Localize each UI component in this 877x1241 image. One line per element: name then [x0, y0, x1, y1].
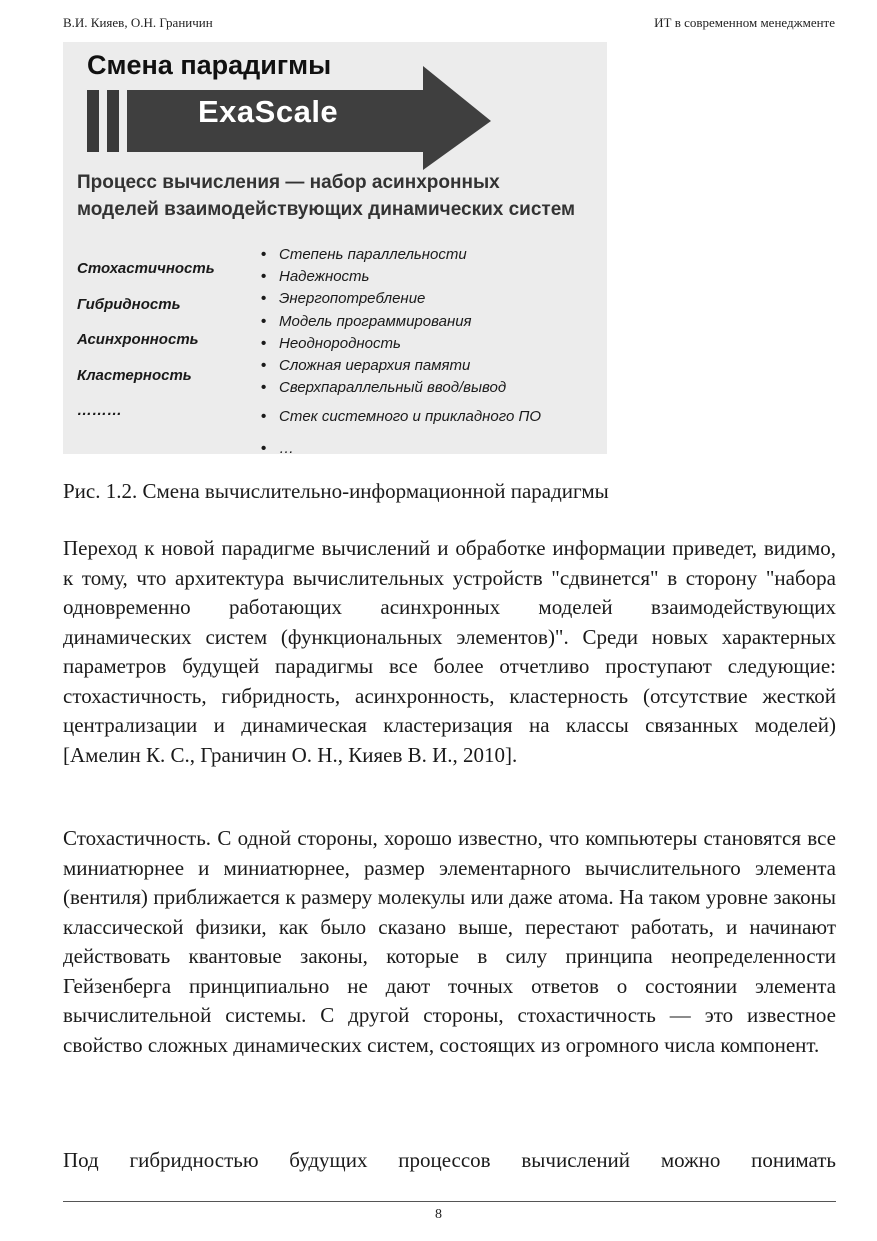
parameter-item: • Стек системного и прикладного ПО: [259, 408, 541, 430]
property-item: Кластерность: [77, 366, 192, 384]
parameter-item: • Модель программирования: [259, 313, 541, 335]
footer-divider: [63, 1201, 836, 1202]
body-paragraph: Переход к новой парадигме вычислений и обработке информации приведет, видимо, к тому, что архитектура вычислительных устройств "сдвинется" в сторону "набора одновременно работающих асинхронных моделей взаимодействующих динамических систем (функциональных элементов)". Среди новых характерных параметров будущей парадигмы все более отчетливо проступают следующие: стохастичность, гибридность, асинхронность, кластерность (отсутствие жесткой централизации и динамическая кластеризация на классы связанных моделей) [Амелин К. С., Граничин О. Н., Кияев В. И., 2010].: [63, 536, 836, 767]
parameter-item: • …: [259, 440, 541, 455]
figure-title: Смена парадигмы: [87, 50, 332, 80]
property-item: Гибридность: [77, 295, 181, 313]
property-item: Асинхронность: [77, 331, 199, 348]
property-list: [77, 260, 215, 438]
header-book-title: ИТ в современном менеджменте: [654, 15, 835, 30]
arrow-label: ExaScale: [198, 94, 339, 129]
parameter-item: • Сверхпараллельный ввод/вывод: [259, 379, 541, 401]
page-number: 8: [435, 1207, 442, 1222]
body-paragraph: Стохастичность. С одной стороны, хорошо известно, что компьютеры становятся все миниатюрнее и миниатюрнее, размер элементарного вычислительного элемента (вентиля) приближается к размеру молекулы или даже атома. На таком уровне законы классической физики, как было сказано выше, перестают работать, и начинают действовать квантовые законы, которые в силу принципа неопределенности Гейзенберга принципиально не дают точных ответов о состоянии элемента вычислительной системы. С другой стороны, стохастичность — это известное свойство сложных динамических систем, состоящих из огромного числа компонент.: [63, 826, 836, 1057]
parameter-list: [259, 246, 541, 454]
arrow-stripe-2: [107, 90, 119, 152]
header-authors: В.И. Кияев, О.Н. Граничин: [63, 15, 213, 30]
parameter-item: • Энергопотребление: [259, 290, 541, 312]
body-paragraph: Под гибридностью будущих процессов вычислений можно понимать: [63, 1148, 836, 1172]
property-item: Стохастичность: [77, 260, 215, 277]
parameter-item: • Степень параллельности: [259, 246, 541, 268]
paradigm-figure: [63, 42, 607, 454]
arrow-stripe-1: [87, 90, 99, 152]
parameter-item: • Надежность: [259, 268, 541, 290]
figure-description: Процесс вычисления — набор асинхронных моделей взаимодействующих динамических систем: [77, 172, 576, 220]
figure-caption: Рис. 1.2. Смена вычислительно-информационной парадигмы: [63, 479, 609, 503]
property-item: ………: [77, 402, 122, 419]
parameter-item: • Неоднородность: [259, 335, 541, 357]
parameter-item: • Сложная иерархия памяти: [259, 357, 541, 379]
